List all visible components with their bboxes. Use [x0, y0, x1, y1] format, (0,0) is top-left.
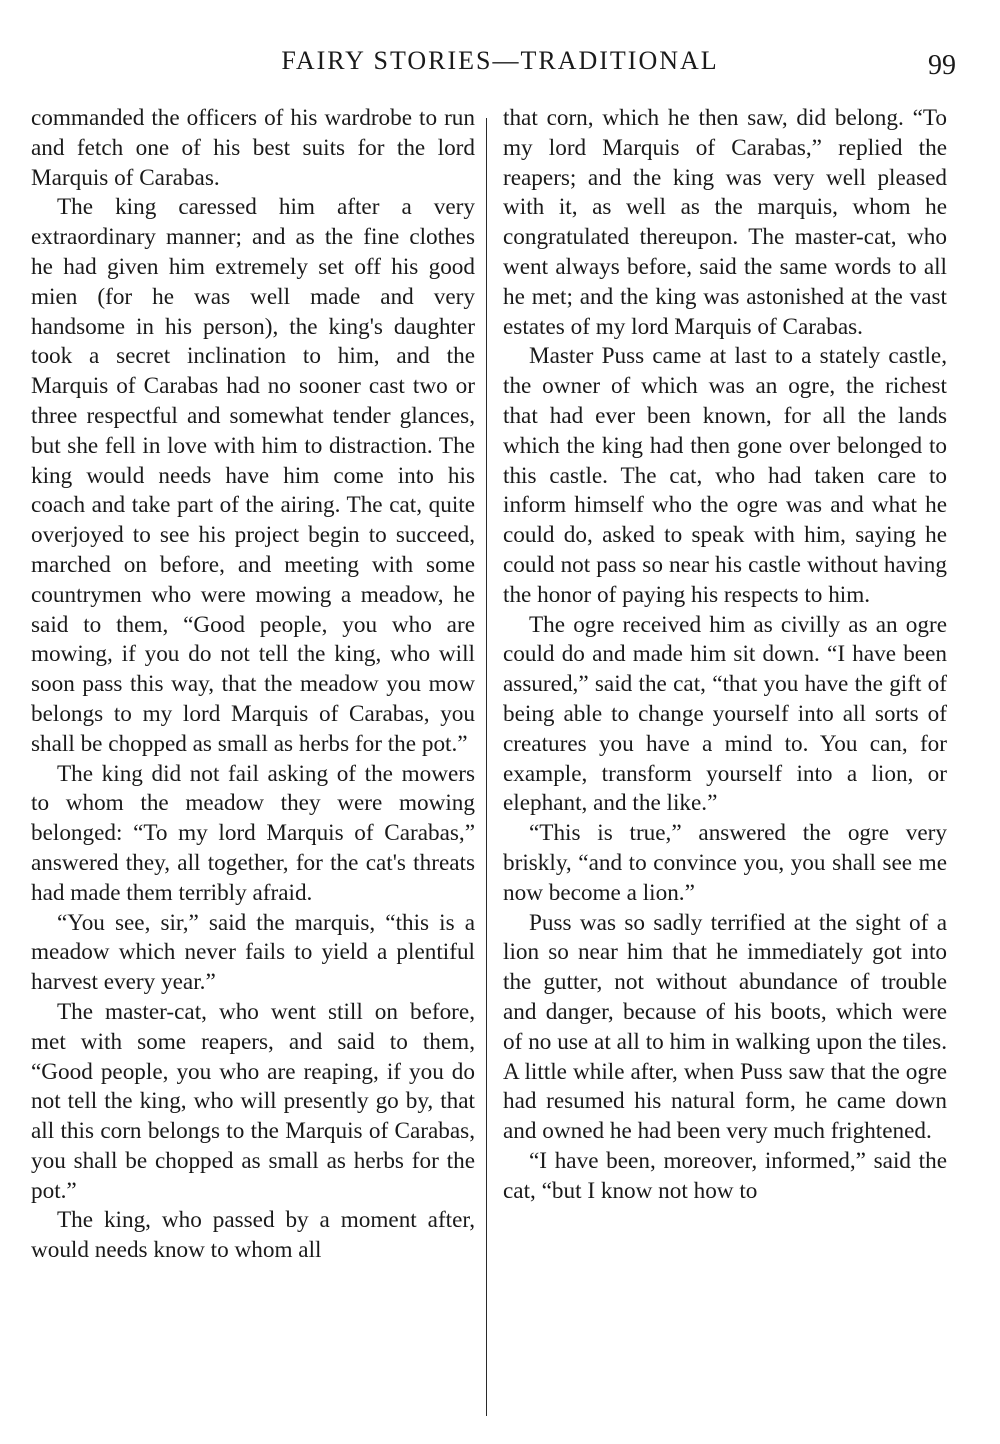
paragraph: “I have been, moreover, informed,” said the cat, “but I know not how to	[503, 1147, 947, 1204]
paragraph: commanded the officers of his wardrobe to run and fetch one of his best suits for the lord Marquis of Carabas.	[31, 105, 475, 191]
paragraph: Master Puss came at last to a stately castle, the owner of which was an ogre, the richest that had ever been known, for all the lands which the king had then gone over belonged to this castle. The cat, who had taken care to inform himself who the ogre was and what he could do, asked to speak with him, saying he could not pass so near his castle without having the honor of paying his respects to him.	[503, 343, 947, 608]
page-number: 99	[928, 50, 956, 81]
paragraph: The king caressed him after a very extraordinary manner; and as the fine clothes he had given him extremely set off his good mien (for he was well made and very handsome in his person), the king's daughter took a secret inclination to him, and the Marquis of Carabas had no sooner cast two or three respectful and somewhat tender glances, but she fell in love with him to distraction. The king would needs have him come into his coach and take part of the airing. The cat, quite overjoyed to see his project begin to succeed, marched on before, and meeting with some countrymen who were mowing a meadow, he said to them, “Good people, you who are mowing, if you do not tell the king, who will soon pass this way, that the meadow you mow belongs to my lord Marquis of Carabas, you shall be chopped as small as herbs for the pot.”	[31, 194, 475, 757]
paragraph: The master-cat, who went still on before, met with some reapers, and said to them, “Good people, you who are reaping, if you do not tell the king, who will presently go by, that all this corn belongs to the Marquis of Carabas, you shall be chopped as small as herbs for the pot.”	[31, 998, 475, 1204]
column-divider	[486, 118, 487, 1416]
paragraph: “You see, sir,” said the marquis, “this is a meadow which never fails to yield a plentiful harvest every year.”	[31, 909, 475, 996]
paragraph: that corn, which he then saw, did belong. “To my lord Marquis of Carabas,” replied the reapers; and the king was very well pleased with it, as well as the marquis, whom he congratulated thereupon. The master-cat, who went always before, said the same words to all he met; and the king was astonished at the vast estates of my lord Marquis of Carabas.	[503, 105, 947, 340]
paragraph: The ogre received him as civilly as an ogre could do and made him sit down. “I have been assured,” said the cat, “that you have the gift of being able to change yourself into all sorts of creatures you have a mind to. You can, for example, transform yourself into a lion, or elephant, and the like.”	[503, 611, 947, 817]
paragraph: “This is true,” answered the ogre very briskly, “and to convince you, you shall see me now become a lion.”	[503, 820, 947, 906]
paragraph: The king, who passed by a moment after, would needs know to whom all	[31, 1207, 475, 1264]
right-column	[503, 104, 947, 1206]
paragraph: The king did not fail asking of the mowers to whom the meadow they were mowing belonged: “To my lord Marquis of Carabas,” answered they, all together, for the cat's threats had made them terribly afraid.	[31, 760, 475, 906]
page-header	[0, 46, 1000, 86]
paragraph: Puss was so sadly terrified at the sight of a lion so near him that he immediately got into the gutter, not without abundance of trouble and danger, because of his boots, which were of no use at all to him in walking upon the tiles. A little while after, when Puss saw that the ogre had resumed his natural form, he came down and owned he had been very much frightened.	[503, 909, 947, 1145]
running-head: FAIRY STORIES—TRADITIONAL	[281, 46, 719, 75]
left-column	[31, 104, 475, 1266]
